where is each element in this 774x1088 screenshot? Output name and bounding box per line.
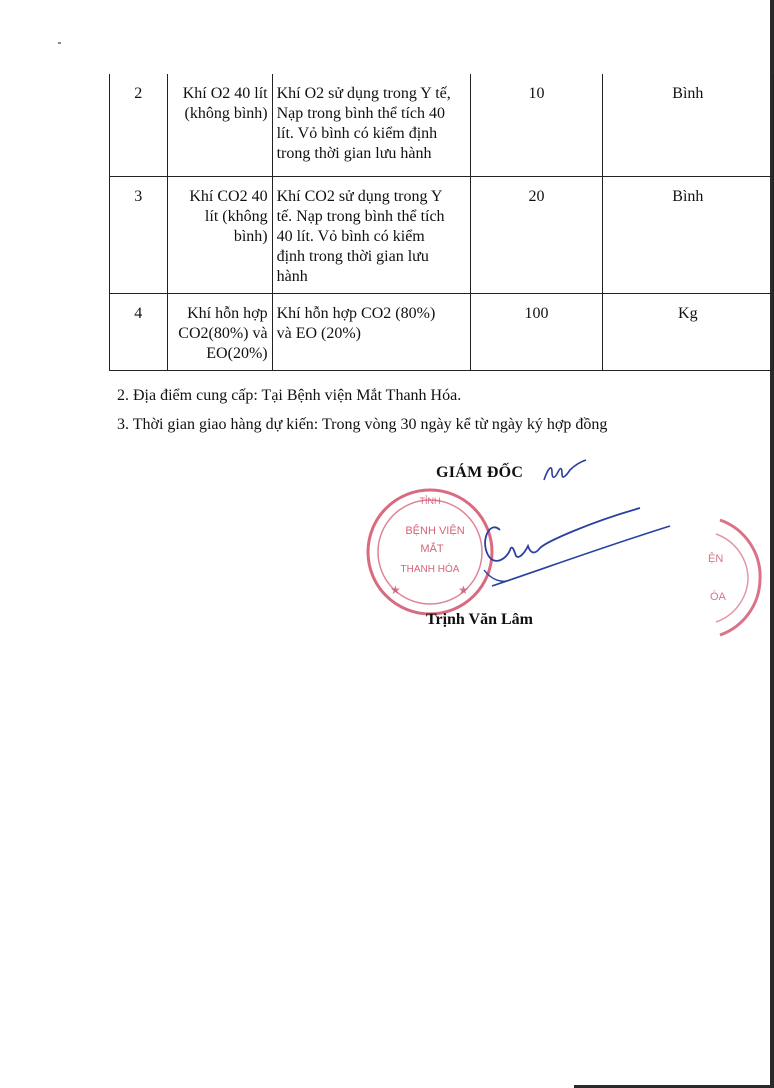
- row-number: 4: [110, 294, 168, 371]
- scan-speck: [58, 42, 61, 44]
- signature-icon: [470, 500, 680, 590]
- stamp-text-line3: THANH HÓA: [400, 564, 460, 575]
- item-description: Khí O2 sử dụng trong Y tế, Nạp trong bình thể tích 40 lít. Vỏ bình có kiểm định trong thời gian lưu hành: [272, 74, 471, 177]
- svg-text:ÓA: ÓA: [710, 591, 726, 603]
- table-row: [110, 294, 774, 371]
- stamp-text-line2: MẮT: [420, 543, 444, 555]
- row-number: 3: [110, 177, 168, 294]
- delivery-location: 2. Địa điểm cung cấp: Tại Bệnh viện Mắt Thanh Hóa.: [117, 387, 462, 404]
- table-row: [110, 177, 774, 294]
- item-unit: Bình: [602, 177, 773, 294]
- goods-table: [109, 74, 774, 371]
- item-unit: Bình: [602, 74, 773, 177]
- item-name: Khí hỗn hợp CO2(80%) và EO(20%): [167, 294, 272, 371]
- item-quantity: 20: [471, 177, 602, 294]
- item-description: Khí CO2 sử dụng trong Y tế. Nạp trong bình thể tích 40 lít. Vỏ bình có kiểm định trong thời gian lưu hành: [272, 177, 471, 294]
- svg-text:ỆN: ỆN: [708, 553, 724, 565]
- svg-text:★: ★: [458, 583, 469, 597]
- item-unit: Kg: [602, 294, 773, 371]
- item-name: Khí CO2 40 lít (không bình): [167, 177, 272, 294]
- signatory-name: Trịnh Văn Lâm: [426, 611, 533, 628]
- table-row: [110, 74, 774, 177]
- stamp-text-top: TỈNH: [419, 496, 441, 506]
- item-quantity: 100: [471, 294, 602, 371]
- partial-stamp-icon: [700, 510, 770, 640]
- initial-mark-icon: [540, 458, 590, 488]
- stamp-text-line1: BỆNH VIỆN: [405, 525, 465, 537]
- item-quantity: 10: [471, 74, 602, 177]
- signatory-title: GIÁM ĐỐC: [436, 464, 524, 481]
- delivery-time: 3. Thời gian giao hàng dự kiến: Trong vòng 30 ngày kể từ ngày ký hợp đồng: [117, 416, 608, 433]
- svg-text:★: ★: [390, 583, 401, 597]
- row-number: 2: [110, 74, 168, 177]
- item-description: Khí hỗn hợp CO2 (80%) và EO (20%): [272, 294, 471, 371]
- item-name: Khí O2 40 lít (không bình): [167, 74, 272, 177]
